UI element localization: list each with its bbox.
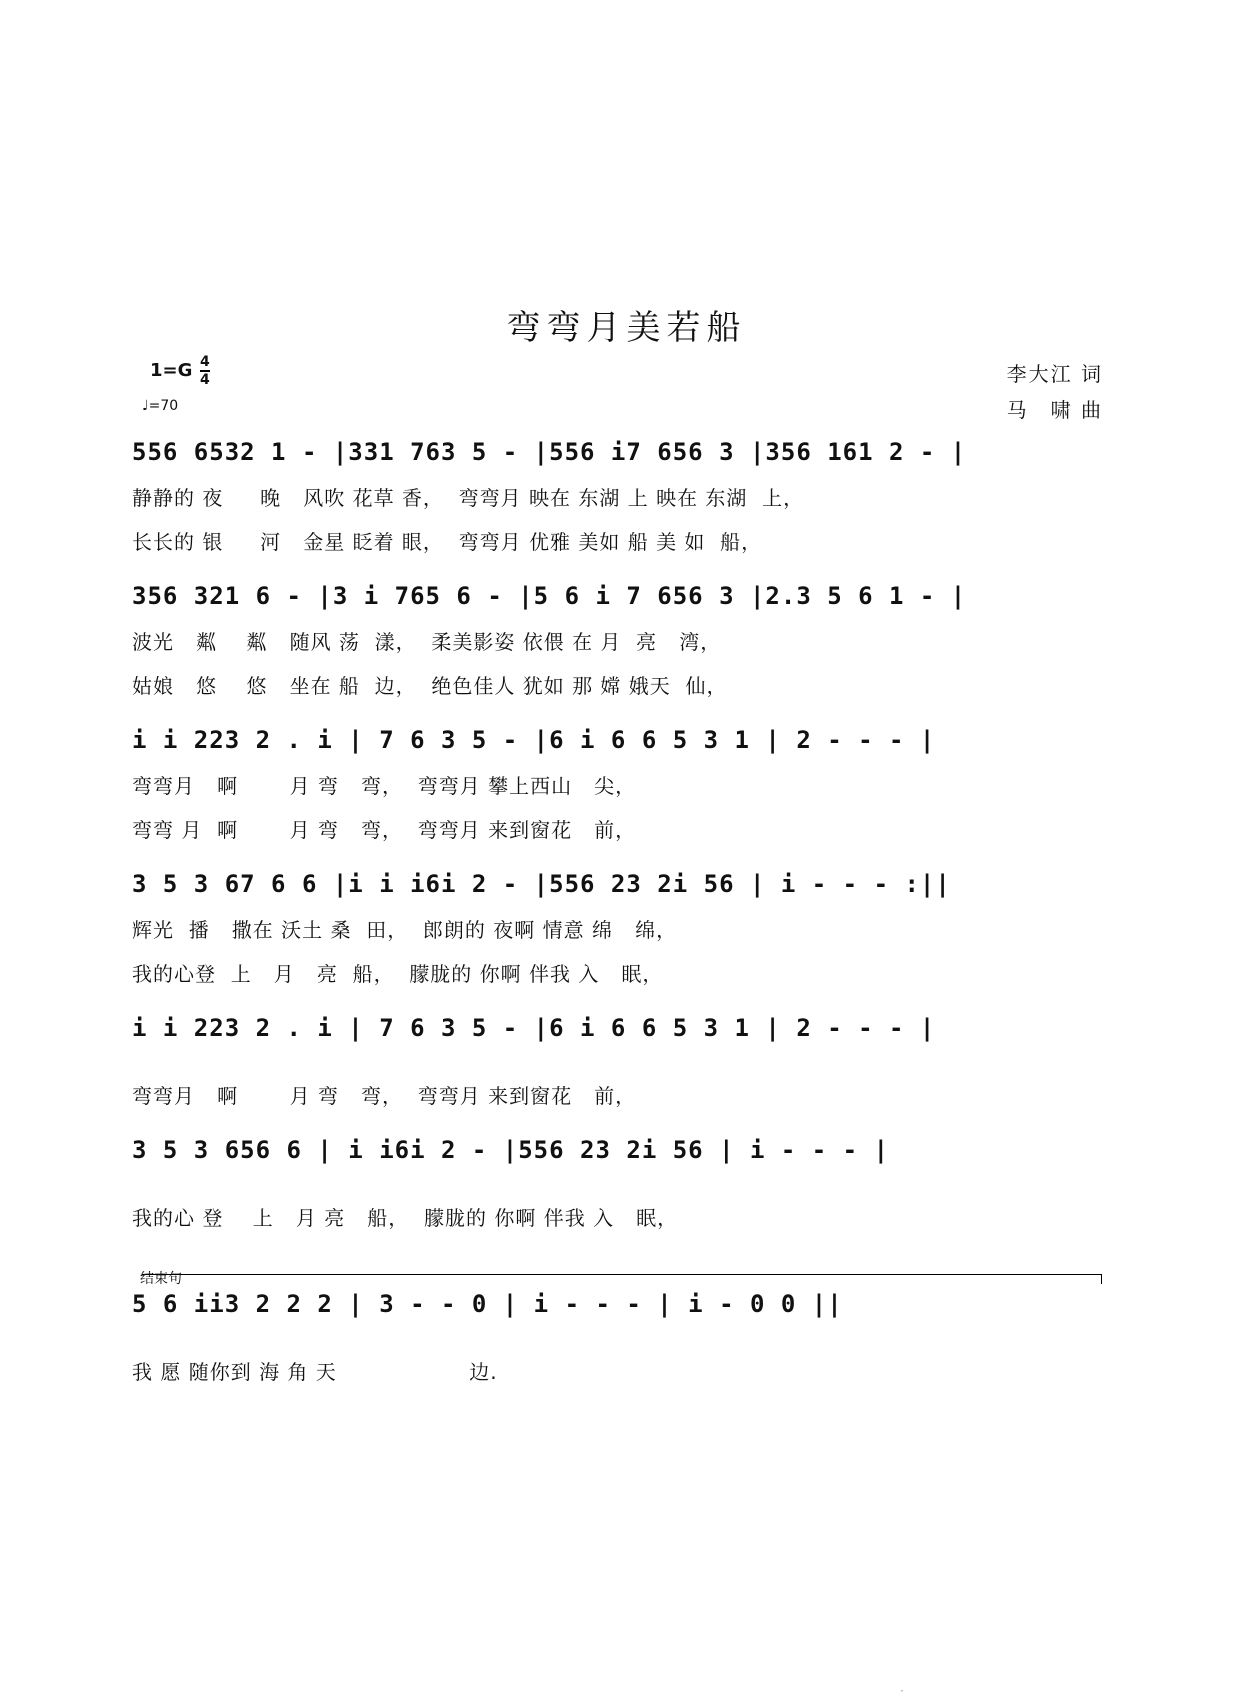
- ending-bracket-line: [142, 1274, 1102, 1275]
- lyric-line-3b: 弯弯 月 啊 月 弯 弯， 弯弯月 来到窗花 前，: [132, 818, 637, 842]
- tempo-marking: ♩=70: [142, 398, 179, 414]
- lyric-line-5a: 弯弯月 啊 月 弯 弯， 弯弯月 来到窗花 前，: [132, 1084, 637, 1108]
- lyric-line-1b: 长长的 银 河 金星 眨着 眼， 弯弯月 优雅 美如 船 美 如 船，: [132, 530, 763, 554]
- lyric-line-7a: 我 愿 随你到 海 角 天 边.: [132, 1360, 498, 1384]
- notation-line-4: 3 5 3 67 6 6 |i i i6i 2 - |556 23 2i 56 | i - - - :||: [132, 870, 951, 898]
- notation-line-2: 356 321 6 - |3 i 765 6 - |5 6 i 7 656 3 |2.3 5 6 1 - |: [132, 582, 967, 610]
- lyric-line-1a: 静静的 夜 晚 风吹 花草 香， 弯弯月 映在 东湖 上 映在 东湖 上，: [132, 486, 805, 510]
- lyric-line-6a: 我的心 登 上 月 亮 船， 朦胧的 你啊 伴我 入 眠，: [132, 1206, 679, 1230]
- watermark: ·: [900, 1684, 904, 1698]
- lyricist-credit: 李大江 词: [1006, 362, 1103, 386]
- song-title: 弯弯月美若船: [506, 308, 747, 348]
- time-signature-top: 4: [200, 354, 210, 370]
- notation-line-6: 3 5 3 656 6 | i i6i 2 - |556 23 2i 56 | i - - - |: [132, 1136, 890, 1164]
- notation-line-3: i i 223 2 . i | 7 6 3 5 - |6 i 6 6 5 3 1 | 2 - - - |: [132, 726, 936, 754]
- notation-line-5: i i 223 2 . i | 7 6 3 5 - |6 i 6 6 5 3 1 | 2 - - - |: [132, 1014, 936, 1042]
- key-signature: 1=G: [150, 360, 193, 381]
- lyric-line-2a: 波光 粼 粼 随风 荡 漾， 柔美影姿 依偎 在 月 亮 湾，: [132, 630, 722, 654]
- lyric-line-2b: 姑娘 悠 悠 坐在 船 边， 绝色佳人 犹如 那 嫦 娥天 仙，: [132, 674, 728, 698]
- ending-label: 结束句: [140, 1271, 182, 1287]
- ending-bracket-tick: [1101, 1274, 1102, 1284]
- notation-line-1: 556 6532 1 - |331 763 5 - |556 i7 656 3 |356 161 2 - |: [132, 438, 967, 466]
- composer-credit: 马 啸 曲: [1006, 398, 1103, 422]
- lyric-line-4b: 我的心登 上 月 亮 船， 朦胧的 你啊 伴我 入 眠，: [132, 962, 664, 986]
- time-signature-bottom: 4: [200, 372, 210, 388]
- lyric-line-3a: 弯弯月 啊 月 弯 弯， 弯弯月 攀上西山 尖，: [132, 774, 637, 798]
- lyric-line-4a: 辉光 播 撒在 沃土 桑 田， 郎朗的 夜啊 情意 绵 绵，: [132, 918, 678, 942]
- time-signature: [200, 354, 210, 388]
- notation-line-7: 5 6 ii3 2 2 2 | 3 - - 0 | i - - - | i - 0 0 ||: [132, 1290, 843, 1318]
